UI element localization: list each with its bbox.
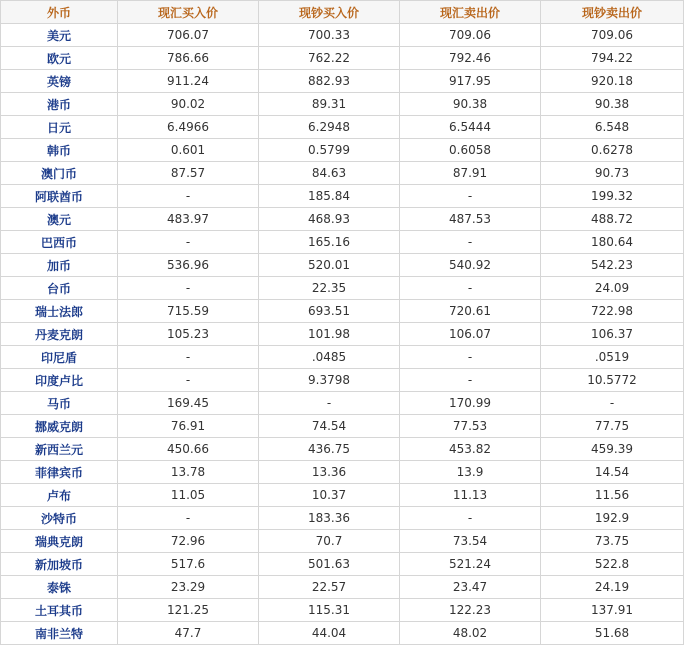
rate-cash-sell: 920.18 (541, 70, 684, 93)
rate-spot-sell: - (400, 231, 541, 254)
rate-spot-buy: 706.07 (118, 24, 259, 47)
rate-spot-sell: 170.99 (400, 392, 541, 415)
rate-cash-buy: 165.16 (259, 231, 400, 254)
rate-cash-sell: 199.32 (541, 185, 684, 208)
table-row (1, 231, 684, 254)
currency-name: 土耳其币 (1, 599, 118, 622)
rate-cash-sell: 709.06 (541, 24, 684, 47)
currency-name: 新加坡币 (1, 553, 118, 576)
rate-spot-sell: 23.47 (400, 576, 541, 599)
table-row (1, 346, 684, 369)
rate-cash-sell: 90.73 (541, 162, 684, 185)
rate-spot-buy: 23.29 (118, 576, 259, 599)
rate-cash-buy: 501.63 (259, 553, 400, 576)
rate-cash-buy: 74.54 (259, 415, 400, 438)
table-row (1, 323, 684, 346)
currency-name: 瑞士法郎 (1, 300, 118, 323)
table-row (1, 185, 684, 208)
rate-spot-buy: 6.4966 (118, 116, 259, 139)
currency-name: 马币 (1, 392, 118, 415)
rate-spot-buy: 786.66 (118, 47, 259, 70)
rate-spot-sell: 0.6058 (400, 139, 541, 162)
table-row (1, 139, 684, 162)
table-row (1, 162, 684, 185)
rate-cash-buy: 436.75 (259, 438, 400, 461)
rate-spot-buy: - (118, 231, 259, 254)
table-row (1, 24, 684, 47)
header-spot-buy: 现汇买入价 (118, 1, 259, 24)
rate-cash-sell: - (541, 392, 684, 415)
rate-spot-buy: - (118, 277, 259, 300)
table-row (1, 599, 684, 622)
rate-cash-buy: 468.93 (259, 208, 400, 231)
currency-name: 丹麦克朗 (1, 323, 118, 346)
rate-spot-sell: 6.5444 (400, 116, 541, 139)
rate-cash-buy: 9.3798 (259, 369, 400, 392)
rate-spot-sell: 13.9 (400, 461, 541, 484)
rate-spot-buy: 169.45 (118, 392, 259, 415)
rate-cash-buy: 101.98 (259, 323, 400, 346)
rate-spot-buy: 105.23 (118, 323, 259, 346)
rate-spot-sell: 11.13 (400, 484, 541, 507)
rate-cash-buy: 0.5799 (259, 139, 400, 162)
rate-spot-sell: 48.02 (400, 622, 541, 645)
rate-spot-buy: 450.66 (118, 438, 259, 461)
currency-name: 泰铢 (1, 576, 118, 599)
table-body (1, 24, 684, 645)
currency-name: 美元 (1, 24, 118, 47)
table-row (1, 277, 684, 300)
header-cash-sell: 现钞卖出价 (541, 1, 684, 24)
rate-cash-sell: 11.56 (541, 484, 684, 507)
header-row (1, 1, 684, 24)
rate-cash-sell: 10.5772 (541, 369, 684, 392)
rate-cash-buy: 520.01 (259, 254, 400, 277)
currency-name: 瑞典克朗 (1, 530, 118, 553)
rate-cash-sell: 192.9 (541, 507, 684, 530)
rate-cash-sell: 24.09 (541, 277, 684, 300)
currency-name: 挪威克朗 (1, 415, 118, 438)
currency-name: 韩币 (1, 139, 118, 162)
table-row (1, 438, 684, 461)
rate-spot-sell: 720.61 (400, 300, 541, 323)
rate-spot-sell: - (400, 277, 541, 300)
table-row (1, 576, 684, 599)
currency-name: 澳门币 (1, 162, 118, 185)
rate-cash-buy: 762.22 (259, 47, 400, 70)
rate-spot-buy: - (118, 507, 259, 530)
rate-spot-sell: 453.82 (400, 438, 541, 461)
rate-spot-sell: 917.95 (400, 70, 541, 93)
rate-spot-sell: 73.54 (400, 530, 541, 553)
currency-name: 卢布 (1, 484, 118, 507)
rate-cash-buy: 70.7 (259, 530, 400, 553)
header-currency: 外币 (1, 1, 118, 24)
table-row (1, 530, 684, 553)
rate-spot-buy: - (118, 346, 259, 369)
rate-spot-buy: - (118, 369, 259, 392)
rate-cash-sell: 51.68 (541, 622, 684, 645)
table-row (1, 208, 684, 231)
currency-name: 沙特币 (1, 507, 118, 530)
rate-spot-buy: 76.91 (118, 415, 259, 438)
rate-spot-buy: 715.59 (118, 300, 259, 323)
rate-spot-buy: 90.02 (118, 93, 259, 116)
rate-cash-sell: 459.39 (541, 438, 684, 461)
rate-spot-buy: 13.78 (118, 461, 259, 484)
rate-spot-sell: 487.53 (400, 208, 541, 231)
rate-spot-buy: 483.97 (118, 208, 259, 231)
currency-name: 日元 (1, 116, 118, 139)
table-header (1, 1, 684, 24)
rate-spot-sell: - (400, 507, 541, 530)
table-row (1, 484, 684, 507)
rate-cash-sell: 0.6278 (541, 139, 684, 162)
rate-spot-sell: 521.24 (400, 553, 541, 576)
rate-cash-buy: 44.04 (259, 622, 400, 645)
currency-name: 澳元 (1, 208, 118, 231)
table-row (1, 622, 684, 645)
rate-cash-sell: 180.64 (541, 231, 684, 254)
rate-cash-sell: 488.72 (541, 208, 684, 231)
rate-cash-buy: 84.63 (259, 162, 400, 185)
rate-spot-buy: 536.96 (118, 254, 259, 277)
currency-name: 巴西币 (1, 231, 118, 254)
table-row (1, 300, 684, 323)
rate-spot-sell: 540.92 (400, 254, 541, 277)
rate-cash-sell: 722.98 (541, 300, 684, 323)
table-row (1, 116, 684, 139)
rate-spot-sell: 77.53 (400, 415, 541, 438)
rate-cash-buy: 882.93 (259, 70, 400, 93)
rate-spot-buy: 517.6 (118, 553, 259, 576)
table-row (1, 553, 684, 576)
table-row (1, 47, 684, 70)
rate-spot-buy: 47.7 (118, 622, 259, 645)
rate-spot-buy: 11.05 (118, 484, 259, 507)
rate-cash-buy: 10.37 (259, 484, 400, 507)
rate-cash-buy: 13.36 (259, 461, 400, 484)
rate-cash-sell: 522.8 (541, 553, 684, 576)
rate-spot-sell: 106.07 (400, 323, 541, 346)
currency-name: 港币 (1, 93, 118, 116)
rate-cash-buy: 22.57 (259, 576, 400, 599)
rate-cash-buy: .0485 (259, 346, 400, 369)
rate-cash-buy: 6.2948 (259, 116, 400, 139)
currency-name: 新西兰元 (1, 438, 118, 461)
rate-cash-buy: 185.84 (259, 185, 400, 208)
rate-cash-buy: 183.36 (259, 507, 400, 530)
rate-spot-sell: 87.91 (400, 162, 541, 185)
rate-cash-sell: 794.22 (541, 47, 684, 70)
table-row (1, 93, 684, 116)
rate-cash-sell: 542.23 (541, 254, 684, 277)
table-row (1, 254, 684, 277)
currency-name: 印尼盾 (1, 346, 118, 369)
header-spot-sell: 现汇卖出价 (400, 1, 541, 24)
table-row (1, 507, 684, 530)
rate-spot-sell: 709.06 (400, 24, 541, 47)
rate-cash-sell: 77.75 (541, 415, 684, 438)
rate-cash-sell: .0519 (541, 346, 684, 369)
currency-name: 欧元 (1, 47, 118, 70)
rate-spot-buy: - (118, 185, 259, 208)
rate-cash-sell: 90.38 (541, 93, 684, 116)
table-row (1, 461, 684, 484)
rate-spot-buy: 911.24 (118, 70, 259, 93)
currency-name: 菲律宾币 (1, 461, 118, 484)
table-row (1, 70, 684, 93)
rate-cash-buy: 89.31 (259, 93, 400, 116)
table-row (1, 415, 684, 438)
rate-spot-sell: - (400, 346, 541, 369)
rate-cash-buy: 22.35 (259, 277, 400, 300)
rate-cash-sell: 24.19 (541, 576, 684, 599)
rate-spot-buy: 87.57 (118, 162, 259, 185)
rate-cash-sell: 73.75 (541, 530, 684, 553)
currency-name: 加币 (1, 254, 118, 277)
currency-name: 印度卢比 (1, 369, 118, 392)
currency-name: 阿联酋币 (1, 185, 118, 208)
rate-spot-buy: 121.25 (118, 599, 259, 622)
currency-name: 台币 (1, 277, 118, 300)
currency-name: 英镑 (1, 70, 118, 93)
table-row (1, 369, 684, 392)
table-row (1, 392, 684, 415)
rate-cash-sell: 137.91 (541, 599, 684, 622)
rate-cash-sell: 6.548 (541, 116, 684, 139)
rate-spot-sell: - (400, 369, 541, 392)
currency-name: 南非兰特 (1, 622, 118, 645)
rate-spot-sell: 90.38 (400, 93, 541, 116)
rate-spot-buy: 72.96 (118, 530, 259, 553)
rate-spot-sell: - (400, 185, 541, 208)
rate-cash-sell: 14.54 (541, 461, 684, 484)
rate-spot-sell: 792.46 (400, 47, 541, 70)
rate-spot-sell: 122.23 (400, 599, 541, 622)
rate-spot-buy: 0.601 (118, 139, 259, 162)
rate-cash-buy: 115.31 (259, 599, 400, 622)
rate-cash-buy: - (259, 392, 400, 415)
rate-cash-buy: 693.51 (259, 300, 400, 323)
rate-cash-sell: 106.37 (541, 323, 684, 346)
header-cash-buy: 现钞买入价 (259, 1, 400, 24)
rate-cash-buy: 700.33 (259, 24, 400, 47)
